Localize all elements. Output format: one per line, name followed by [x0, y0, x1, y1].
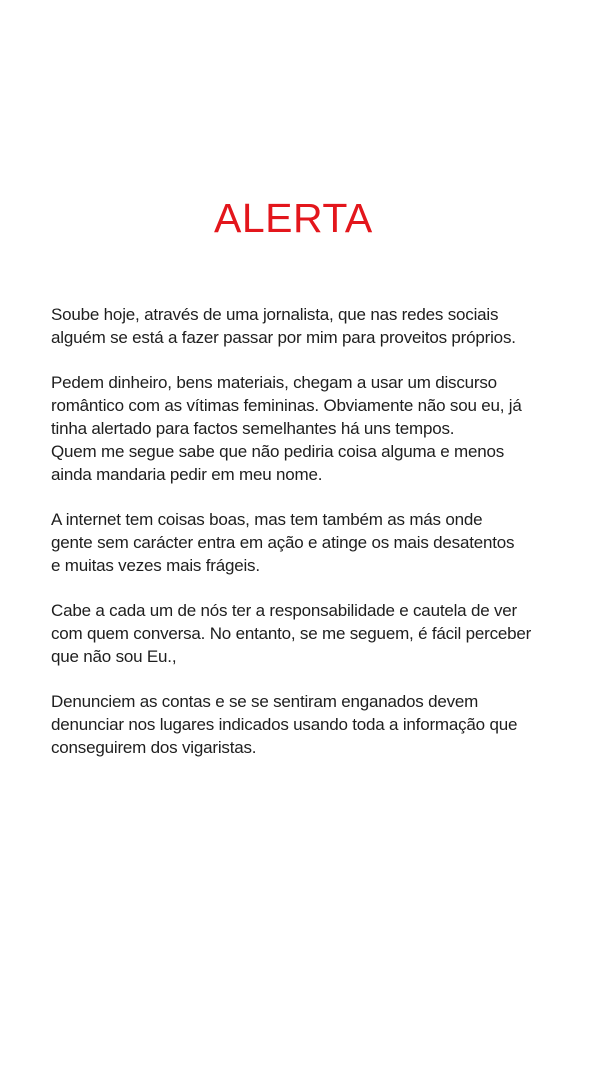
text-line: gente sem carácter entra em ação e atinge os mais desatentos [51, 533, 515, 552]
text-line: romântico com as vítimas femininas. Obviamente não sou eu, já [51, 396, 522, 415]
text-line: tinha alertado para factos semelhantes há uns tempos. [51, 419, 455, 438]
paragraph-4 [51, 599, 571, 668]
text-line: ainda mandaria pedir em meu nome. [51, 465, 323, 484]
text-line: Soube hoje, através de uma jornalista, que nas redes sociais [51, 305, 499, 324]
alert-message [51, 303, 571, 781]
text-line: com quem conversa. No entanto, se me seguem, é fácil perceber [51, 624, 532, 643]
text-line: conseguirem dos vigaristas. [51, 738, 257, 757]
alert-title: ALERTA [214, 195, 373, 241]
text-line: alguém se está a fazer passar por mim para proveitos próprios. [51, 328, 516, 347]
text-line: Pedem dinheiro, bens materiais, chegam a usar um discurso [51, 373, 497, 392]
paragraph-1 [51, 303, 571, 349]
paragraph-2 [51, 371, 571, 486]
paragraph-5 [51, 690, 571, 759]
text-line: denunciar nos lugares indicados usando toda a informação que [51, 715, 518, 734]
text-line: que não sou Eu., [51, 647, 177, 666]
text-line: Denunciem as contas e se se sentiram enganados devem [51, 692, 479, 711]
text-line: Cabe a cada um de nós ter a responsabilidade e cautela de ver [51, 601, 517, 620]
text-line: e muitas vezes mais frágeis. [51, 556, 260, 575]
paragraph-3 [51, 508, 571, 577]
text-line: Quem me segue sabe que não pediria coisa alguma e menos [51, 442, 505, 461]
text-line: A internet tem coisas boas, mas tem também as más onde [51, 510, 483, 529]
